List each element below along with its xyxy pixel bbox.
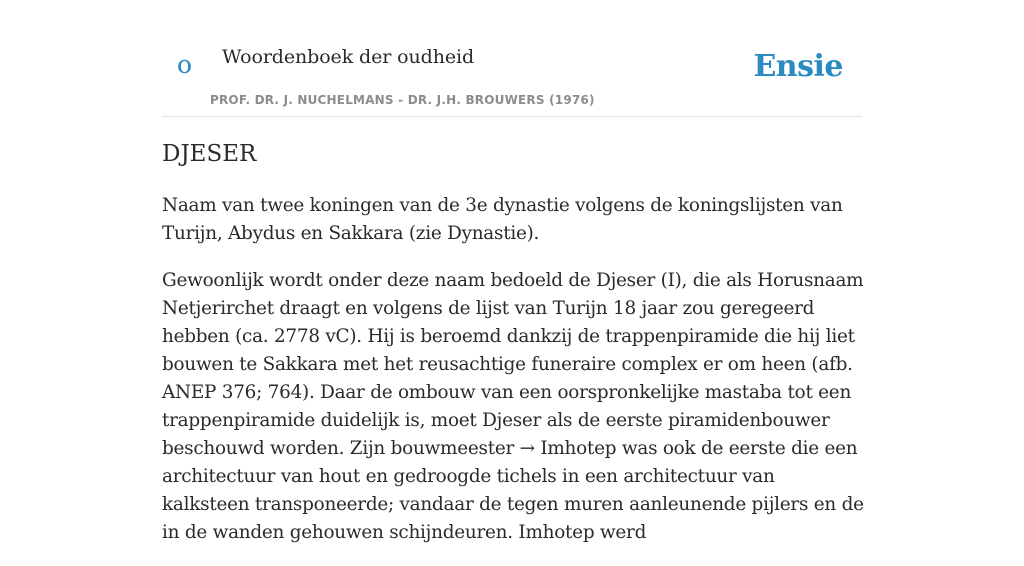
entry-body bbox=[162, 192, 864, 566]
paragraph-2: Gewoonlijk wordt onder deze naam bedoeld de Djeser (I), die als Horusnaam Netjerirchet draagt en volgens de lijst van Turijn 18 jaar zou geregeerd hebben (ca. 2778 vC). Hij is beroemd dankzij de trappenpiramide die hij liet bouwen te Sakkara met het reusachtige funeraire complex er om heen (afb. ANEP 376; 764). Daar de ombouw van een oorspronkelijke mastaba tot een trappenpiramide duidelijk is, moet Djeser als de eerste piramidenbouwer beschouwd worden. Zijn bouwmeester → Imhotep was ook de eerste die een architectuur van hout en gedroogde tichels in een architectuur van kalksteen transponeerde; vandaar de tegen muren aanleunende pijlers en de in de wanden gehouwen schijndeuren. Imhotep werd bbox=[162, 270, 864, 543]
book-title[interactable]: Woordenboek der oudheid bbox=[222, 46, 475, 68]
header bbox=[162, 0, 862, 117]
brand-logo[interactable]: Ensie bbox=[753, 49, 843, 84]
paragraph-1: Naam van twee koningen van de 3e dynastie volgens de koningslijsten van Turijn, Abydus en Sakkara (zie Dynastie). bbox=[162, 195, 843, 244]
authors-line: PROF. DR. J. NUCHELMANS - DR. J.H. BROUWERS (1976) bbox=[210, 93, 595, 107]
index-letter[interactable]: o bbox=[177, 50, 193, 79]
entry-title: DJESER bbox=[162, 141, 257, 167]
